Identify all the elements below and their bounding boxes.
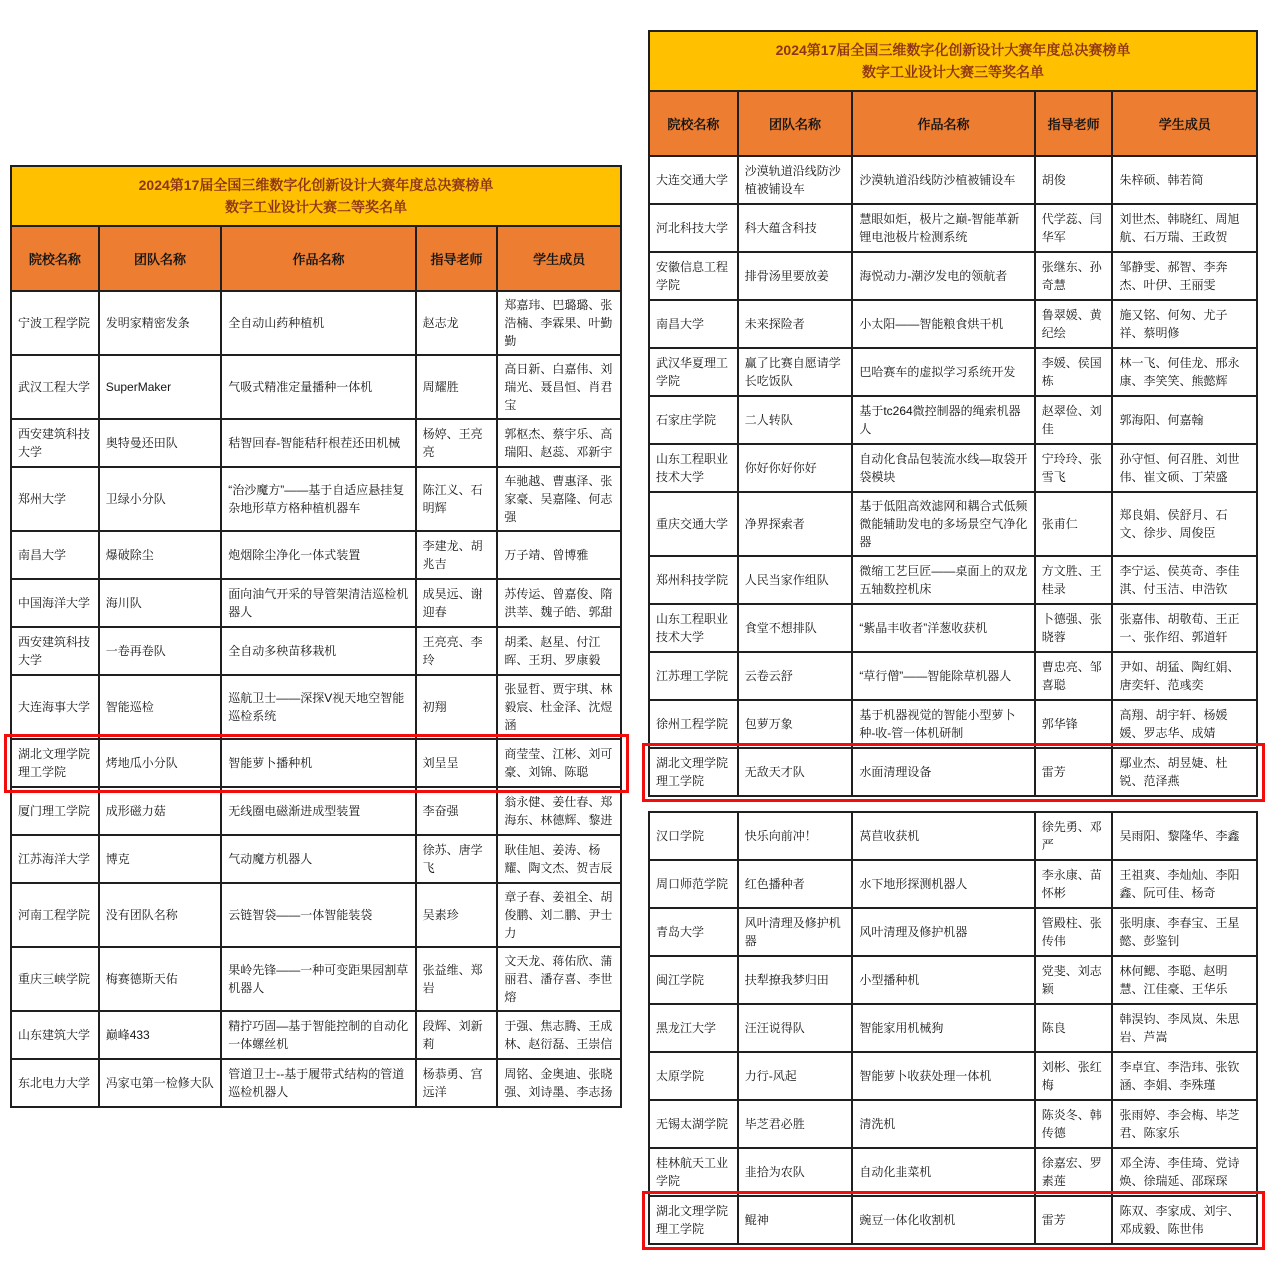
cell-students: 张嘉伟、胡敬荀、王正一、张作绍、郭道轩 bbox=[1112, 604, 1257, 652]
cell-school: 大连交通大学 bbox=[649, 156, 738, 204]
cell-team: 风叶清理及修护机器 bbox=[738, 908, 853, 956]
cell-students: 陈双、李家成、刘宇、邓成毅、陈世伟 bbox=[1112, 1196, 1257, 1244]
cell-students: 吴雨阳、黎隆华、李鑫 bbox=[1112, 812, 1257, 860]
cell-school: 石家庄学院 bbox=[649, 396, 738, 444]
table-row bbox=[649, 300, 1257, 348]
cell-students: 万子靖、曾博雅 bbox=[497, 531, 621, 579]
cell-work: 小型播种机 bbox=[852, 956, 1034, 1004]
column-header-team: 团队名称 bbox=[99, 226, 222, 291]
cell-school: 中国海洋大学 bbox=[11, 579, 99, 627]
cell-advisor: 徐先勇、邓严 bbox=[1035, 812, 1113, 860]
cell-students: 林何鳃、李聪、赵明慧、江佳豪、王华乐 bbox=[1112, 956, 1257, 1004]
table-row bbox=[11, 531, 621, 579]
cell-team: 赢了比赛自愿请学长吃饭队 bbox=[738, 348, 853, 396]
cell-team: 海川队 bbox=[99, 579, 222, 627]
table-row bbox=[649, 444, 1257, 492]
cell-students: 朱梓硕、韩若简 bbox=[1112, 156, 1257, 204]
cell-students: 章子春、姜祖全、胡俊鹏、刘二鹏、尹士力 bbox=[497, 883, 621, 947]
cell-school: 南昌大学 bbox=[649, 300, 738, 348]
column-header-students: 学生成员 bbox=[1112, 91, 1257, 156]
cell-team: 包萝万象 bbox=[738, 700, 853, 748]
cell-work: 炮烟除尘净化一体式装置 bbox=[221, 531, 415, 579]
cell-team: 净界探索者 bbox=[738, 492, 853, 556]
table-row bbox=[649, 252, 1257, 300]
table-row bbox=[11, 883, 621, 947]
cell-advisor: 杨婷、王亮亮 bbox=[416, 419, 498, 467]
cell-advisor: 雷芳 bbox=[1035, 1196, 1113, 1244]
cell-school: 青岛大学 bbox=[649, 908, 738, 956]
column-header-work: 作品名称 bbox=[852, 91, 1034, 156]
table-row bbox=[11, 675, 621, 739]
table-row bbox=[649, 748, 1257, 796]
cell-students: 文天龙、蒋佑欣、蒲丽君、潘存喜、李世熔 bbox=[497, 947, 621, 1011]
cell-advisor: 初翔 bbox=[416, 675, 498, 739]
cell-work: 精拧巧固—基于智能控制的自动化一体螺丝机 bbox=[221, 1011, 415, 1059]
cell-work: 气吸式精准定量播种一体机 bbox=[221, 355, 415, 419]
cell-students: 郑嘉玮、巴璐璐、张浩楠、李霖果、叶勤勤 bbox=[497, 291, 621, 355]
cell-advisor: 刘呈呈 bbox=[416, 739, 498, 787]
cell-advisor: 雷芳 bbox=[1035, 748, 1113, 796]
cell-work: 气动魔方机器人 bbox=[221, 835, 415, 883]
cell-school: 东北电力大学 bbox=[11, 1059, 99, 1107]
cell-students: 商莹莹、江彬、刘可豪、刘锦、陈聪 bbox=[497, 739, 621, 787]
cell-work: 风叶清理及修护机器 bbox=[852, 908, 1034, 956]
cell-work: 面向油气开采的导管架清洁巡检机器人 bbox=[221, 579, 415, 627]
cell-team: 梅赛德斯天佑 bbox=[99, 947, 222, 1011]
cell-work: 云链智袋——一体智能装袋 bbox=[221, 883, 415, 947]
cell-advisor: 管殿柱、张传伟 bbox=[1035, 908, 1113, 956]
cell-school: 重庆交通大学 bbox=[649, 492, 738, 556]
cell-school: 西安建筑科技大学 bbox=[11, 627, 99, 675]
table-row bbox=[649, 604, 1257, 652]
cell-school: 厦门理工学院 bbox=[11, 787, 99, 835]
cell-school: 郑州科技学院 bbox=[649, 556, 738, 604]
third-prize-grid-block2 bbox=[648, 811, 1258, 1245]
table-row bbox=[11, 419, 621, 467]
table-row bbox=[11, 1011, 621, 1059]
cell-team: 沙漠轨道沿线防沙植被铺设车 bbox=[738, 156, 853, 204]
cell-team: 博克 bbox=[99, 835, 222, 883]
cell-school: 桂林航天工业学院 bbox=[649, 1148, 738, 1196]
table-row bbox=[649, 956, 1257, 1004]
cell-students: 王祖爽、李灿灿、李阳鑫、阮可佳、杨奇 bbox=[1112, 860, 1257, 908]
third-prize-grid-block1 bbox=[648, 90, 1258, 797]
cell-school: 江苏理工学院 bbox=[649, 652, 738, 700]
cell-students: 郑良娟、侯舒月、石文、徐步、周俊臣 bbox=[1112, 492, 1257, 556]
cell-team: 卫绿小分队 bbox=[99, 467, 222, 531]
cell-work: 水面清理设备 bbox=[852, 748, 1034, 796]
cell-team: 韭拾为农队 bbox=[738, 1148, 853, 1196]
table-row bbox=[649, 556, 1257, 604]
cell-work: 基于机器视觉的智能小型萝卜种-收-管一体机研制 bbox=[852, 700, 1034, 748]
cell-school: 江苏海洋大学 bbox=[11, 835, 99, 883]
cell-school: 山东建筑大学 bbox=[11, 1011, 99, 1059]
cell-work: 全自动多秧苗移栽机 bbox=[221, 627, 415, 675]
cell-advisor: 陈江义、石明辉 bbox=[416, 467, 498, 531]
cell-work: 小太阳——智能粮食烘干机 bbox=[852, 300, 1034, 348]
cell-students: 于强、焦志腾、王成林、赵衍磊、王崇信 bbox=[497, 1011, 621, 1059]
third-prize-table-block1 bbox=[648, 30, 1258, 797]
table-row bbox=[11, 787, 621, 835]
cell-school: 徐州工程学院 bbox=[649, 700, 738, 748]
cell-work: 巡航卫士——深探V视天地空智能巡检系统 bbox=[221, 675, 415, 739]
cell-team: 食堂不想排队 bbox=[738, 604, 853, 652]
cell-advisor: 党斐、刘志颖 bbox=[1035, 956, 1113, 1004]
cell-students: 施又铭、何匆、尤子祥、蔡明修 bbox=[1112, 300, 1257, 348]
table-row bbox=[649, 1196, 1257, 1244]
table-row bbox=[11, 291, 621, 355]
cell-team: 鲲神 bbox=[738, 1196, 853, 1244]
cell-team: 没有团队名称 bbox=[99, 883, 222, 947]
cell-advisor: 胡俊 bbox=[1035, 156, 1113, 204]
cell-team: 红色播种者 bbox=[738, 860, 853, 908]
table-row bbox=[11, 579, 621, 627]
cell-team: 二人转队 bbox=[738, 396, 853, 444]
cell-team: 云卷云舒 bbox=[738, 652, 853, 700]
column-header-advisor: 指导老师 bbox=[1035, 91, 1113, 156]
cell-team: 排骨汤里要放姜 bbox=[738, 252, 853, 300]
cell-school: 汉口学院 bbox=[649, 812, 738, 860]
table-row bbox=[11, 947, 621, 1011]
table-row bbox=[11, 739, 621, 787]
cell-team: 汪汪说得队 bbox=[738, 1004, 853, 1052]
second-prize-title-line2: 数字工业设计大赛二等奖名单 bbox=[225, 199, 407, 216]
cell-team: 智能巡检 bbox=[99, 675, 222, 739]
cell-advisor: 徐苏、唐学飞 bbox=[416, 835, 498, 883]
cell-work: 海悦动力-潮汐发电的领航者 bbox=[852, 252, 1034, 300]
table-row bbox=[649, 1148, 1257, 1196]
second-prize-title-bar bbox=[10, 165, 622, 225]
table-row bbox=[649, 1100, 1257, 1148]
cell-advisor: 徐嘉宏、罗素莲 bbox=[1035, 1148, 1113, 1196]
cell-team: 成形磁力菇 bbox=[99, 787, 222, 835]
cell-advisor: 段辉、刘新莉 bbox=[416, 1011, 498, 1059]
cell-team: 你好你好你好 bbox=[738, 444, 853, 492]
cell-work: “草行僧”——智能除草机器人 bbox=[852, 652, 1034, 700]
cell-work: 果岭先锋——一种可变距果园割草机器人 bbox=[221, 947, 415, 1011]
cell-work: 智能萝卜播种机 bbox=[221, 739, 415, 787]
cell-students: 尹如、胡猛、陶红娟、唐奕轩、范彧奕 bbox=[1112, 652, 1257, 700]
cell-school: 闽江学院 bbox=[649, 956, 738, 1004]
cell-advisor: 张继东、孙奇慧 bbox=[1035, 252, 1113, 300]
cell-work: 秸智回春-智能秸秆根茬还田机械 bbox=[221, 419, 415, 467]
table-row bbox=[649, 204, 1257, 252]
cell-work: 基于tc264微控制器的绳索机器人 bbox=[852, 396, 1034, 444]
column-header-work: 作品名称 bbox=[221, 226, 415, 291]
cell-school: 武汉华夏理工学院 bbox=[649, 348, 738, 396]
cell-advisor: 陈良 bbox=[1035, 1004, 1113, 1052]
cell-school: 湖北文理学院理工学院 bbox=[11, 739, 99, 787]
cell-students: 翁永健、姜仕春、郑海东、林德辉、黎进 bbox=[497, 787, 621, 835]
cell-team: 奥特曼还田队 bbox=[99, 419, 222, 467]
cell-school: 安徽信息工程学院 bbox=[649, 252, 738, 300]
cell-advisor: 曹忠亮、邹喜聪 bbox=[1035, 652, 1113, 700]
cell-students: 周铭、金奥迪、张晓强、刘诗墨、李志扬 bbox=[497, 1059, 621, 1107]
table-row bbox=[649, 396, 1257, 444]
third-prize-title-bar bbox=[648, 30, 1258, 90]
cell-students: 耿佳旭、姜涛、杨耀、陶文杰、贺吉辰 bbox=[497, 835, 621, 883]
column-header-team: 团队名称 bbox=[738, 91, 853, 156]
cell-team: 无敌天才队 bbox=[738, 748, 853, 796]
cell-school: 郑州大学 bbox=[11, 467, 99, 531]
cell-work: 智能家用机械狗 bbox=[852, 1004, 1034, 1052]
cell-team: 毕芝君必胜 bbox=[738, 1100, 853, 1148]
table-row bbox=[11, 355, 621, 419]
cell-work: 管道卫士--基于履带式结构的管道巡检机器人 bbox=[221, 1059, 415, 1107]
cell-advisor: 吴素珍 bbox=[416, 883, 498, 947]
cell-advisor: 周耀胜 bbox=[416, 355, 498, 419]
cell-students: 李宁运、侯英奇、李佳淇、付玉洁、申浩钦 bbox=[1112, 556, 1257, 604]
cell-school: 重庆三峡学院 bbox=[11, 947, 99, 1011]
cell-work: 自动化食品包装流水线—取袋开袋模块 bbox=[852, 444, 1034, 492]
table-row bbox=[649, 860, 1257, 908]
column-header-students: 学生成员 bbox=[497, 226, 621, 291]
table-row bbox=[649, 1004, 1257, 1052]
cell-students: 高日新、白嘉伟、刘瑞光、聂昌恒、肖君宝 bbox=[497, 355, 621, 419]
column-header-school: 院校名称 bbox=[11, 226, 99, 291]
cell-team: 烤地瓜小分队 bbox=[99, 739, 222, 787]
table-row bbox=[649, 156, 1257, 204]
cell-team: 扶犁撩我梦归田 bbox=[738, 956, 853, 1004]
cell-work: 慧眼如炬，极片之巅-智能革新锂电池极片检测系统 bbox=[852, 204, 1034, 252]
cell-advisor: 刘彬、张红梅 bbox=[1035, 1052, 1113, 1100]
cell-team: 冯家屯第一检修大队 bbox=[99, 1059, 222, 1107]
cell-students: 张明康、李春宝、王星懿、彭鉴钊 bbox=[1112, 908, 1257, 956]
cell-school: 武汉工程大学 bbox=[11, 355, 99, 419]
cell-students: 高翔、胡宇轩、杨媛媛、罗志华、成婧 bbox=[1112, 700, 1257, 748]
cell-advisor: 杨恭勇、宫远洋 bbox=[416, 1059, 498, 1107]
cell-work: 莴苣收获机 bbox=[852, 812, 1034, 860]
cell-advisor: 宁玲玲、张雪飞 bbox=[1035, 444, 1113, 492]
table-row bbox=[11, 835, 621, 883]
cell-team: 快乐向前冲！ bbox=[738, 812, 853, 860]
cell-work: “治沙魔方”——基于自适应悬挂复杂地形草方格种植机器车 bbox=[221, 467, 415, 531]
cell-work: 无线圈电磁渐进成型装置 bbox=[221, 787, 415, 835]
cell-advisor: 成昊远、谢迎春 bbox=[416, 579, 498, 627]
cell-advisor: 赵翠俭、刘佳 bbox=[1035, 396, 1113, 444]
cell-advisor: 卜德强、张晓蓉 bbox=[1035, 604, 1113, 652]
cell-advisor: 李媛、侯国栋 bbox=[1035, 348, 1113, 396]
cell-school: 河南工程学院 bbox=[11, 883, 99, 947]
cell-students: 邓全涛、李佳琦、党诗焕、徐瑞延、邵琛琛 bbox=[1112, 1148, 1257, 1196]
cell-work: 水下地形探测机器人 bbox=[852, 860, 1034, 908]
cell-school: 西安建筑科技大学 bbox=[11, 419, 99, 467]
cell-school: 宁波工程学院 bbox=[11, 291, 99, 355]
cell-students: 张显哲、贾宇琪、林毅宸、杜金泽、沈煜涵 bbox=[497, 675, 621, 739]
cell-students: 林一飞、何佳龙、邢永康、李笑笑、熊懿辉 bbox=[1112, 348, 1257, 396]
cell-work: 巴哈赛车的虚拟学习系统开发 bbox=[852, 348, 1034, 396]
cell-work: 全自动山药种植机 bbox=[221, 291, 415, 355]
cell-school: 周口师范学院 bbox=[649, 860, 738, 908]
table-row bbox=[11, 467, 621, 531]
cell-students: 苏传运、曾嘉俊、隋洪莘、魏子皓、郭甜 bbox=[497, 579, 621, 627]
second-prize-table bbox=[10, 165, 622, 1108]
cell-school: 南昌大学 bbox=[11, 531, 99, 579]
table-row bbox=[649, 348, 1257, 396]
cell-work: “紫晶丰收者”洋葱收获机 bbox=[852, 604, 1034, 652]
cell-school: 湖北文理学院理工学院 bbox=[649, 748, 738, 796]
cell-school: 湖北文理学院理工学院 bbox=[649, 1196, 738, 1244]
cell-students: 张雨婷、李会梅、毕芝君、陈家乐 bbox=[1112, 1100, 1257, 1148]
cell-advisor: 张甫仁 bbox=[1035, 492, 1113, 556]
cell-school: 无锡太湖学院 bbox=[649, 1100, 738, 1148]
cell-school: 山东工程职业技术大学 bbox=[649, 604, 738, 652]
cell-team: 未来探险者 bbox=[738, 300, 853, 348]
cell-school: 山东工程职业技术大学 bbox=[649, 444, 738, 492]
third-prize-table-block2 bbox=[648, 811, 1258, 1245]
cell-advisor: 鲁翠媛、黄纪绘 bbox=[1035, 300, 1113, 348]
cell-advisor: 李奋强 bbox=[416, 787, 498, 835]
table-row bbox=[11, 1059, 621, 1107]
cell-team: SuperMaker bbox=[99, 355, 222, 419]
third-prize-column bbox=[648, 30, 1258, 1245]
cell-advisor: 郭华锋 bbox=[1035, 700, 1113, 748]
cell-school: 太原学院 bbox=[649, 1052, 738, 1100]
cell-team: 一卷再卷队 bbox=[99, 627, 222, 675]
cell-advisor: 李建龙、胡兆吉 bbox=[416, 531, 498, 579]
table-row bbox=[649, 908, 1257, 956]
cell-team: 巅峰433 bbox=[99, 1011, 222, 1059]
cell-advisor: 张益维、郑岩 bbox=[416, 947, 498, 1011]
cell-advisor: 代学蕊、闫华军 bbox=[1035, 204, 1113, 252]
table-row bbox=[11, 627, 621, 675]
cell-advisor: 方文胜、王桂录 bbox=[1035, 556, 1113, 604]
table-row bbox=[649, 652, 1257, 700]
third-prize-title-line2: 数字工业设计大赛三等奖名单 bbox=[862, 64, 1044, 81]
cell-students: 刘世杰、韩晓红、周旭航、石万瑞、王政贺 bbox=[1112, 204, 1257, 252]
column-header-school: 院校名称 bbox=[649, 91, 738, 156]
table-row bbox=[649, 1052, 1257, 1100]
cell-team: 发明家精密发条 bbox=[99, 291, 222, 355]
cell-students: 邹静雯、郝智、李奔杰、叶伊、王丽雯 bbox=[1112, 252, 1257, 300]
cell-advisor: 王亮亮、李玲 bbox=[416, 627, 498, 675]
cell-team: 力行-风起 bbox=[738, 1052, 853, 1100]
cell-school: 大连海事大学 bbox=[11, 675, 99, 739]
third-prize-header-row bbox=[649, 91, 1257, 156]
second-prize-header-row bbox=[11, 226, 621, 291]
cell-students: 韩淏钧、李凤岚、朱思岩、芦嵩 bbox=[1112, 1004, 1257, 1052]
cell-students: 郭枢杰、蔡宇乐、高瑞阳、赵蕊、邓新宇 bbox=[497, 419, 621, 467]
cell-students: 胡柔、赵星、付江晖、王玥、罗康毅 bbox=[497, 627, 621, 675]
cell-work: 沙漠轨道沿线防沙植被铺设车 bbox=[852, 156, 1034, 204]
cell-school: 黑龙江大学 bbox=[649, 1004, 738, 1052]
cell-advisor: 陈炎冬、韩传德 bbox=[1035, 1100, 1113, 1148]
cell-work: 豌豆一体化收割机 bbox=[852, 1196, 1034, 1244]
cell-students: 鄢业杰、胡昱婕、杜锐、范泽燕 bbox=[1112, 748, 1257, 796]
cell-advisor: 李永康、苗怀彬 bbox=[1035, 860, 1113, 908]
cell-students: 车驰越、曹惠泽、张家豪、吴嘉隆、何志强 bbox=[497, 467, 621, 531]
table-row bbox=[649, 812, 1257, 860]
cell-students: 李卓宜、李浩玮、张钦涵、李娟、李殊瑾 bbox=[1112, 1052, 1257, 1100]
cell-work: 清洗机 bbox=[852, 1100, 1034, 1148]
cell-work: 智能萝卜收获处理一体机 bbox=[852, 1052, 1034, 1100]
cell-school: 河北科技大学 bbox=[649, 204, 738, 252]
cell-work: 基于低阻高效滤网和耦合式低频微能辅助发电的多场景空气净化器 bbox=[852, 492, 1034, 556]
table-row bbox=[649, 700, 1257, 748]
second-prize-grid bbox=[10, 225, 622, 1108]
cell-team: 爆破除尘 bbox=[99, 531, 222, 579]
second-prize-title-line1: 2024第17届全国三维数字化创新设计大赛年度总决赛榜单 bbox=[138, 177, 494, 193]
cell-team: 科大蕴含科技 bbox=[738, 204, 853, 252]
cell-team: 人民当家作组队 bbox=[738, 556, 853, 604]
cell-advisor: 赵志龙 bbox=[416, 291, 498, 355]
cell-students: 郭海阳、何嘉翰 bbox=[1112, 396, 1257, 444]
table-row bbox=[649, 492, 1257, 556]
cell-work: 自动化韭菜机 bbox=[852, 1148, 1034, 1196]
cell-students: 孙守恒、何召胜、刘世伟、崔文硕、丁荣盛 bbox=[1112, 444, 1257, 492]
column-header-advisor: 指导老师 bbox=[416, 226, 498, 291]
cell-work: 微缩工艺巨匠——桌面上的双龙五轴数控机床 bbox=[852, 556, 1034, 604]
third-prize-title-line1: 2024第17届全国三维数字化创新设计大赛年度总决赛榜单 bbox=[775, 42, 1131, 58]
